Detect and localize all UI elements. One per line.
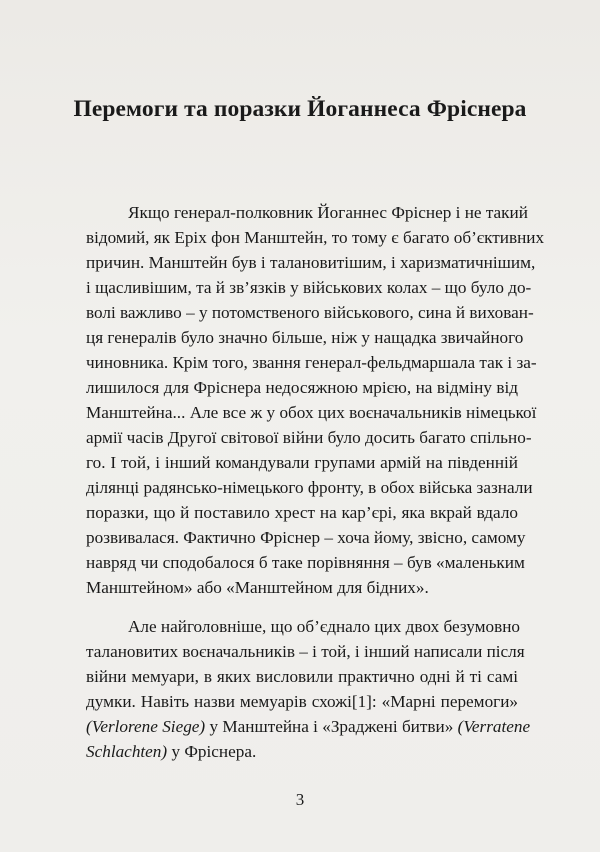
text-line: поразки, що й поставило хрест на кар’єрі, яка вкрай вдало bbox=[86, 503, 518, 522]
text-line: і щасливішим, та й зв’язків у військових колах – що було до- bbox=[86, 278, 532, 297]
text-line: Але найголовніше, що об’єднало цих двох безумовно bbox=[128, 617, 521, 636]
chapter-title: Перемоги та поразки Йоганнеса Фріснера bbox=[73, 96, 527, 122]
paragraph-1 bbox=[86, 200, 545, 600]
text-line: лишилося для Фріснера недосяжною мрією, на відміну від bbox=[86, 378, 518, 397]
text-line: розвивалася. Фактично Фріснер – хоча йому, звісно, самому bbox=[86, 528, 526, 547]
text-line: го. І той, і інший командували групами армій на південній bbox=[86, 453, 518, 472]
text-line: талановитих воєначальників – і той, і інший написали після bbox=[86, 642, 525, 661]
paragraph-2 bbox=[86, 614, 531, 764]
text-line: війни мемуари, в яких висловили практично одні й ті самі bbox=[86, 667, 518, 686]
italic-title: (Verratene bbox=[457, 717, 531, 736]
italic-title: Schlachten) bbox=[86, 742, 168, 761]
text-line: відомий, як Еріх фон Манштейн, то тому є багато об’єктивних bbox=[86, 228, 545, 247]
text-span: у Манштейна і «Зраджені битви» bbox=[205, 717, 458, 736]
text-line: Манштейна... Але все ж у обох цих воєначальників німецької bbox=[86, 403, 537, 422]
italic-title: (Verlorene Siege) bbox=[86, 717, 206, 736]
text-line bbox=[86, 739, 518, 764]
text-line bbox=[86, 714, 531, 739]
text-line: думки. Навіть назви мемуарів схожі[1]: «Марні перемоги» bbox=[86, 692, 518, 711]
text-span: у Фріснера. bbox=[167, 742, 257, 761]
text-line: армії часів Другої світової війни було досить багато спільно- bbox=[86, 428, 532, 447]
text-line: чиновника. Крім того, звання генерал-фельдмаршала так і за- bbox=[86, 353, 537, 372]
text-line: ділянці радянсько-німецького фронту, в обох війська зазнали bbox=[86, 478, 533, 497]
text-line: навряд чи сподобалося б таке порівняння – був «маленьким bbox=[86, 553, 525, 572]
text-line: Якщо генерал-полковник Йоганнес Фріснер і не такий bbox=[128, 203, 528, 222]
text-line: волі важливо – у потомственого військового, сина й вихован- bbox=[86, 303, 534, 322]
text-line: причин. Манштейн був і талановитішим, і харизматичнішим, bbox=[86, 253, 536, 272]
text-line: Манштейном» або «Манштейном для бідних». bbox=[86, 578, 429, 597]
body-text bbox=[86, 200, 545, 778]
text-line: ця генералів було значно більше, ніж у нащадка звичайного bbox=[86, 328, 524, 347]
page-number: 3 bbox=[295, 790, 305, 809]
